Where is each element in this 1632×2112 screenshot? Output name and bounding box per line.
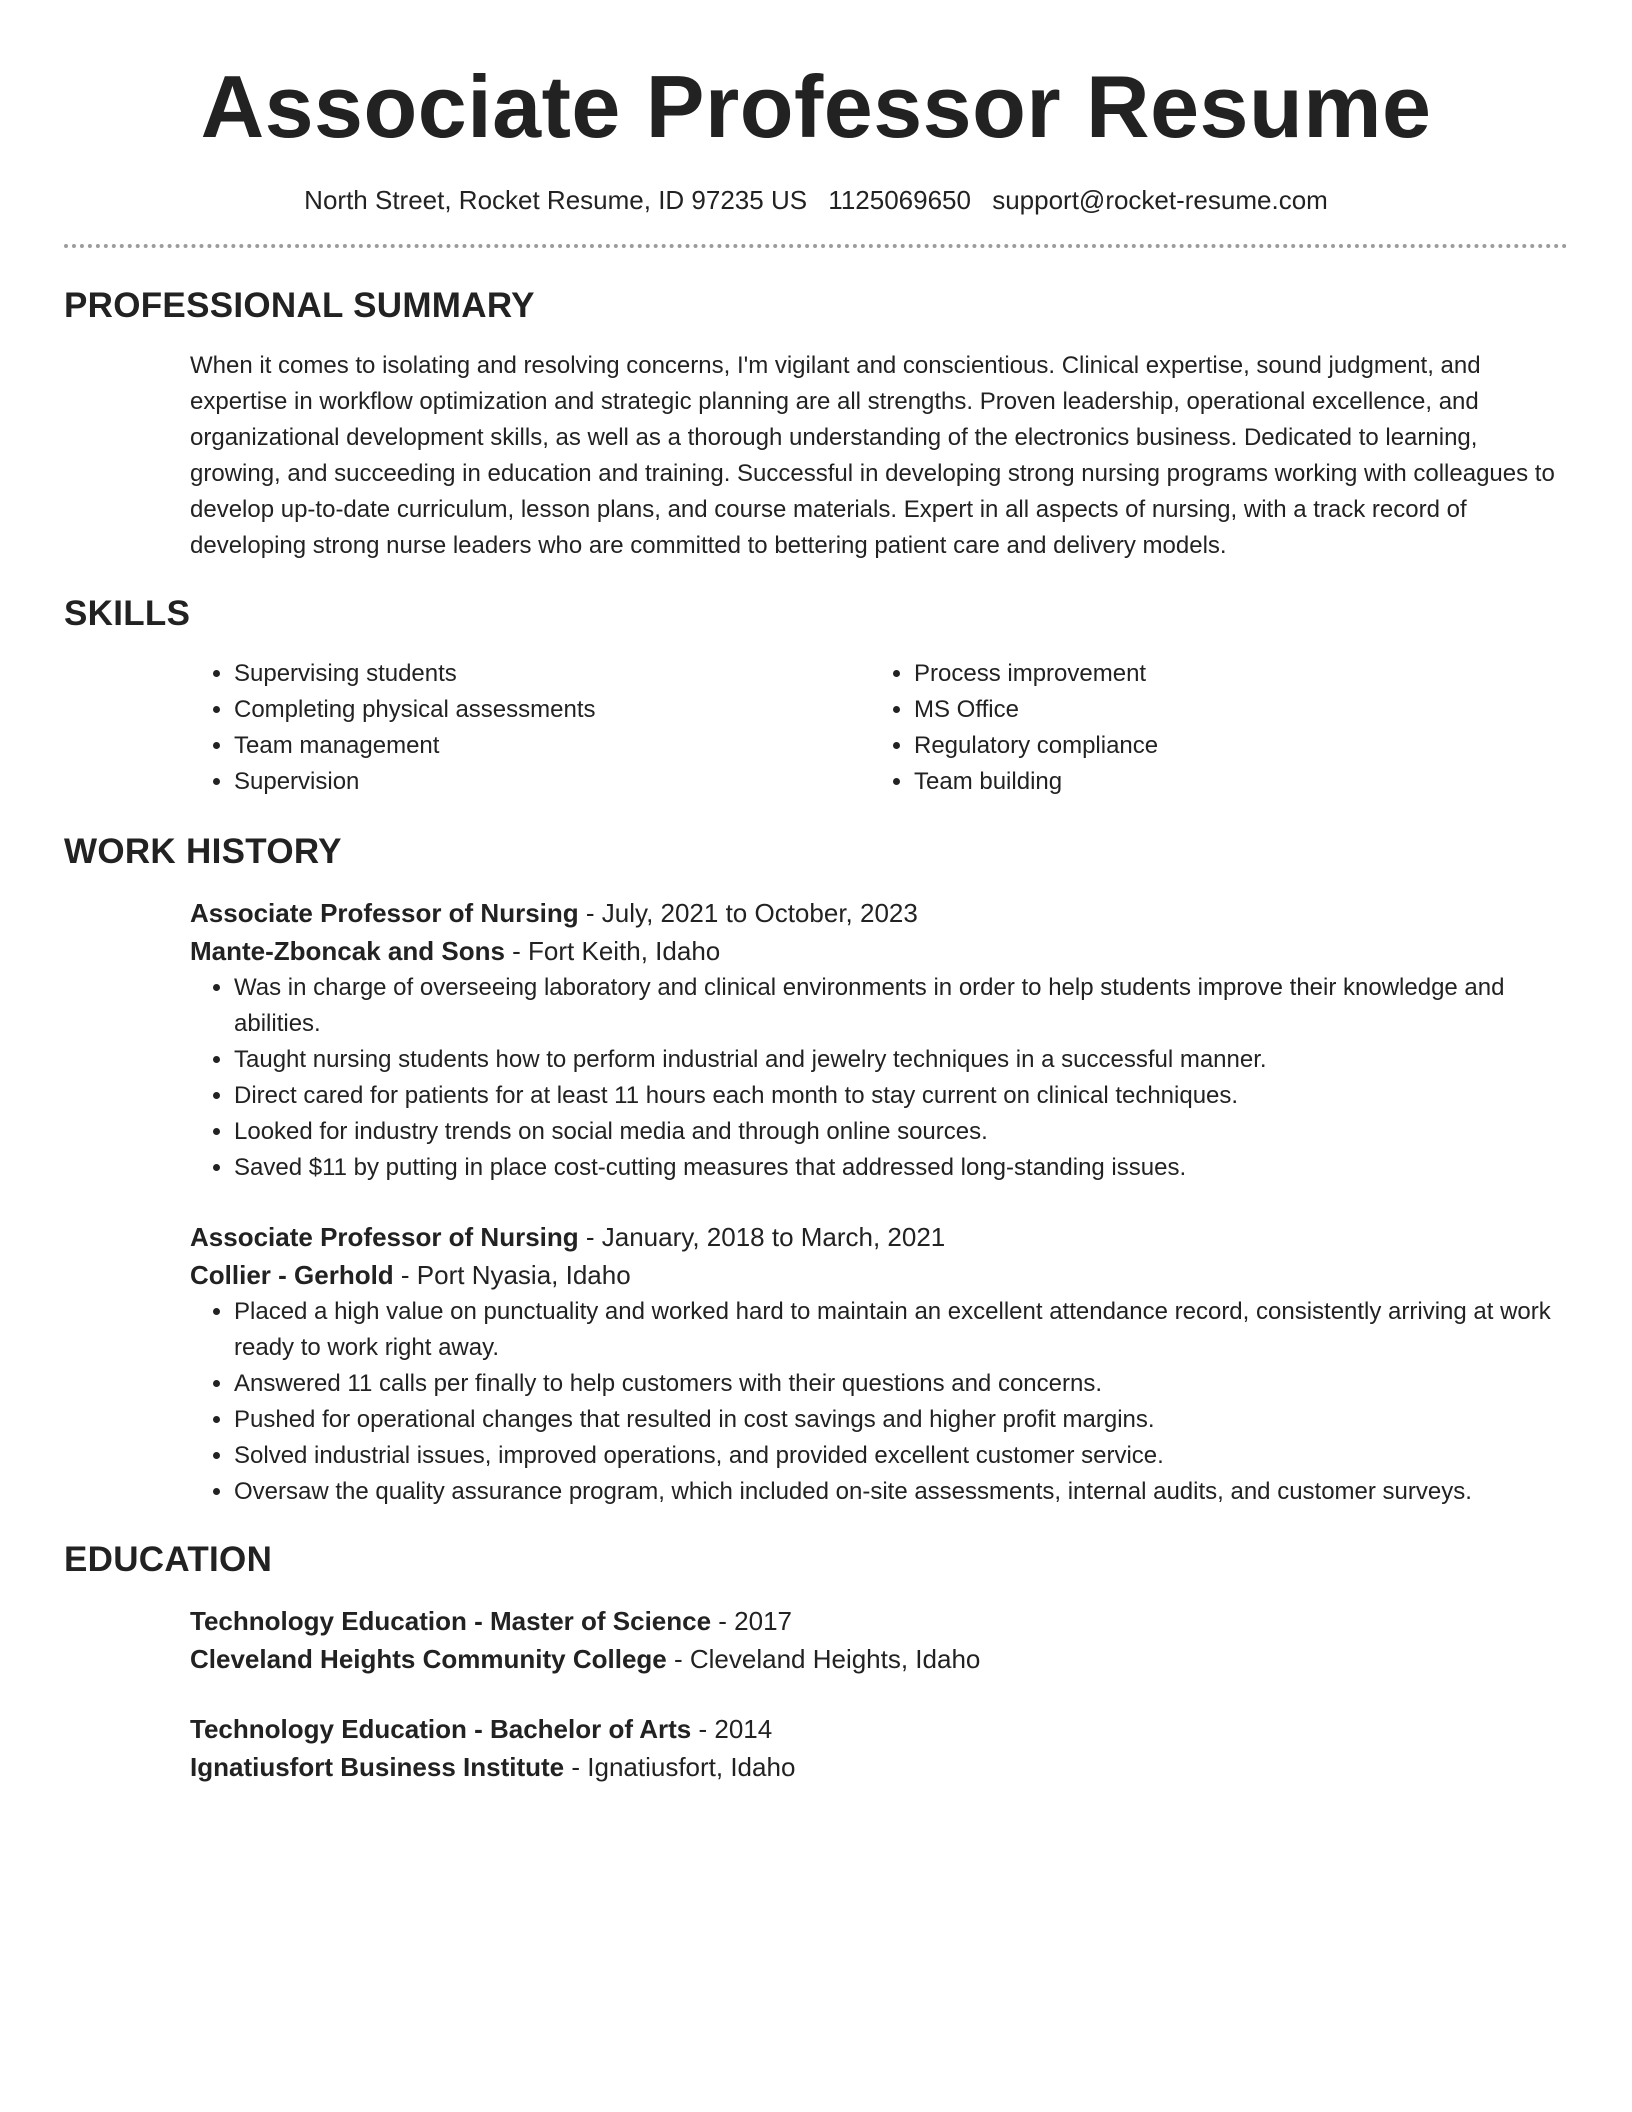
job-location: - Port Nyasia, Idaho	[393, 1260, 631, 1290]
job-company: Collier - Gerhold	[190, 1260, 394, 1290]
job-bullet: • Oversaw the quality assurance program, which included on-site assessments, internal audits, and customer surveys.	[234, 1474, 1568, 1510]
contact-email: support@rocket-resume.com	[992, 185, 1328, 215]
job-bullet: • Was in charge of overseeing laboratory and clinical environments in order to help students improve their knowledge and abilities.	[234, 970, 1568, 1042]
job-bullet: • Pushed for operational changes that resulted in cost savings and higher profit margins.	[234, 1402, 1568, 1438]
education-section	[64, 1538, 1568, 1786]
skills-column-left	[190, 656, 870, 800]
contact-line	[64, 182, 1568, 218]
education-heading: EDUCATION	[64, 1540, 273, 1579]
header-divider	[64, 244, 1568, 248]
education-degree: Technology Education - Bachelor of Arts	[190, 1714, 692, 1744]
skill-item: • MS Office	[914, 692, 1568, 728]
job-bullet: • Direct cared for patients for at least 11 hours each month to stay current on clinical techniques.	[234, 1078, 1568, 1114]
education-school: Cleveland Heights Community College	[190, 1644, 667, 1674]
resume-header	[64, 0, 1568, 218]
job-location: - Fort Keith, Idaho	[504, 936, 721, 966]
job-bullet: • Saved $11 by putting in place cost-cutting measures that addressed long-standing issues.	[234, 1150, 1568, 1186]
job-bullet: • Placed a high value on punctuality and worked hard to maintain an excellent attendance record, consistently arriving at work ready to work right away.	[234, 1294, 1568, 1366]
work-history-section	[64, 830, 1568, 1510]
skill-item: • Team building	[914, 764, 1568, 800]
job-title-line	[190, 1218, 1568, 1256]
skill-item: • Process improvement	[914, 656, 1568, 692]
education-year: - 2017	[711, 1606, 793, 1636]
education-year: - 2014	[691, 1714, 773, 1744]
job-entry	[190, 1218, 1568, 1510]
education-location: - Cleveland Heights, Idaho	[666, 1644, 981, 1674]
job-title: Associate Professor of Nursing	[190, 1222, 579, 1252]
skill-item: • Supervising students	[234, 656, 870, 692]
job-company-line	[190, 932, 1568, 970]
job-bullet: • Solved industrial issues, improved operations, and provided excellent customer service.	[234, 1438, 1568, 1474]
education-school-line	[190, 1748, 1568, 1786]
job-company-line	[190, 1256, 1568, 1294]
skill-item: • Team management	[234, 728, 870, 764]
job-title: Associate Professor of Nursing	[190, 898, 579, 928]
job-bullet: • Looked for industry trends on social media and through online sources.	[234, 1114, 1568, 1150]
job-title-line	[190, 894, 1568, 932]
education-entry	[190, 1602, 1568, 1678]
job-dates: - July, 2021 to October, 2023	[578, 898, 918, 928]
education-body	[190, 1602, 1568, 1786]
job-company: Mante-Zboncak and Sons	[190, 936, 505, 966]
work-history-heading: WORK HISTORY	[64, 832, 342, 871]
education-degree: Technology Education - Master of Science	[190, 1606, 712, 1636]
job-bullet: • Answered 11 calls per finally to help customers with their questions and concerns.	[234, 1366, 1568, 1402]
skills-column-right	[870, 656, 1568, 800]
education-degree-line	[190, 1602, 1568, 1640]
skills-list	[190, 656, 1568, 800]
contact-address: North Street, Rocket Resume, ID 97235 US	[304, 185, 808, 215]
summary-text: When it comes to isolating and resolving concerns, I'm vigilant and conscientious. Clinical expertise, sound judgment, and expertise in workflow optimization and strategic planning are all strengths. Proven leadership, operational excellence, and organizational development skills, as well as a thorough understanding of the electronics business. Dedicated to learning, growing, and succeeding in education and training. Successful in developing strong nursing programs working with colleagues to develop up-to-date curriculum, lesson plans, and course materials. Expert in all aspects of nursing, with a track record of developing strong nurse leaders who are committed to bettering patient care and delivery models.	[190, 352, 1555, 559]
education-school: Ignatiusfort Business Institute	[190, 1752, 565, 1782]
job-entry	[190, 894, 1568, 1186]
work-history-body	[190, 894, 1568, 1510]
job-dates: - January, 2018 to March, 2021	[578, 1222, 946, 1252]
summary-heading: PROFESSIONAL SUMMARY	[64, 286, 535, 325]
summary-section	[64, 284, 1568, 564]
job-bullet: • Taught nursing students how to perform industrial and jewelry techniques in a successful manner.	[234, 1042, 1568, 1078]
education-location: - Ignatiusfort, Idaho	[564, 1752, 796, 1782]
summary-body	[190, 348, 1568, 564]
resume-title: Associate Professor Resume	[200, 57, 1432, 156]
job-responsibilities	[190, 970, 1568, 1186]
skill-item: • Supervision	[234, 764, 870, 800]
job-responsibilities	[190, 1294, 1568, 1510]
education-school-line	[190, 1640, 1568, 1678]
skill-item: • Regulatory compliance	[914, 728, 1568, 764]
skills-heading: SKILLS	[64, 594, 191, 633]
education-entry	[190, 1710, 1568, 1786]
education-degree-line	[190, 1710, 1568, 1748]
skill-item: • Completing physical assessments	[234, 692, 870, 728]
skills-section	[64, 592, 1568, 800]
contact-phone: 1125069650	[828, 185, 971, 215]
